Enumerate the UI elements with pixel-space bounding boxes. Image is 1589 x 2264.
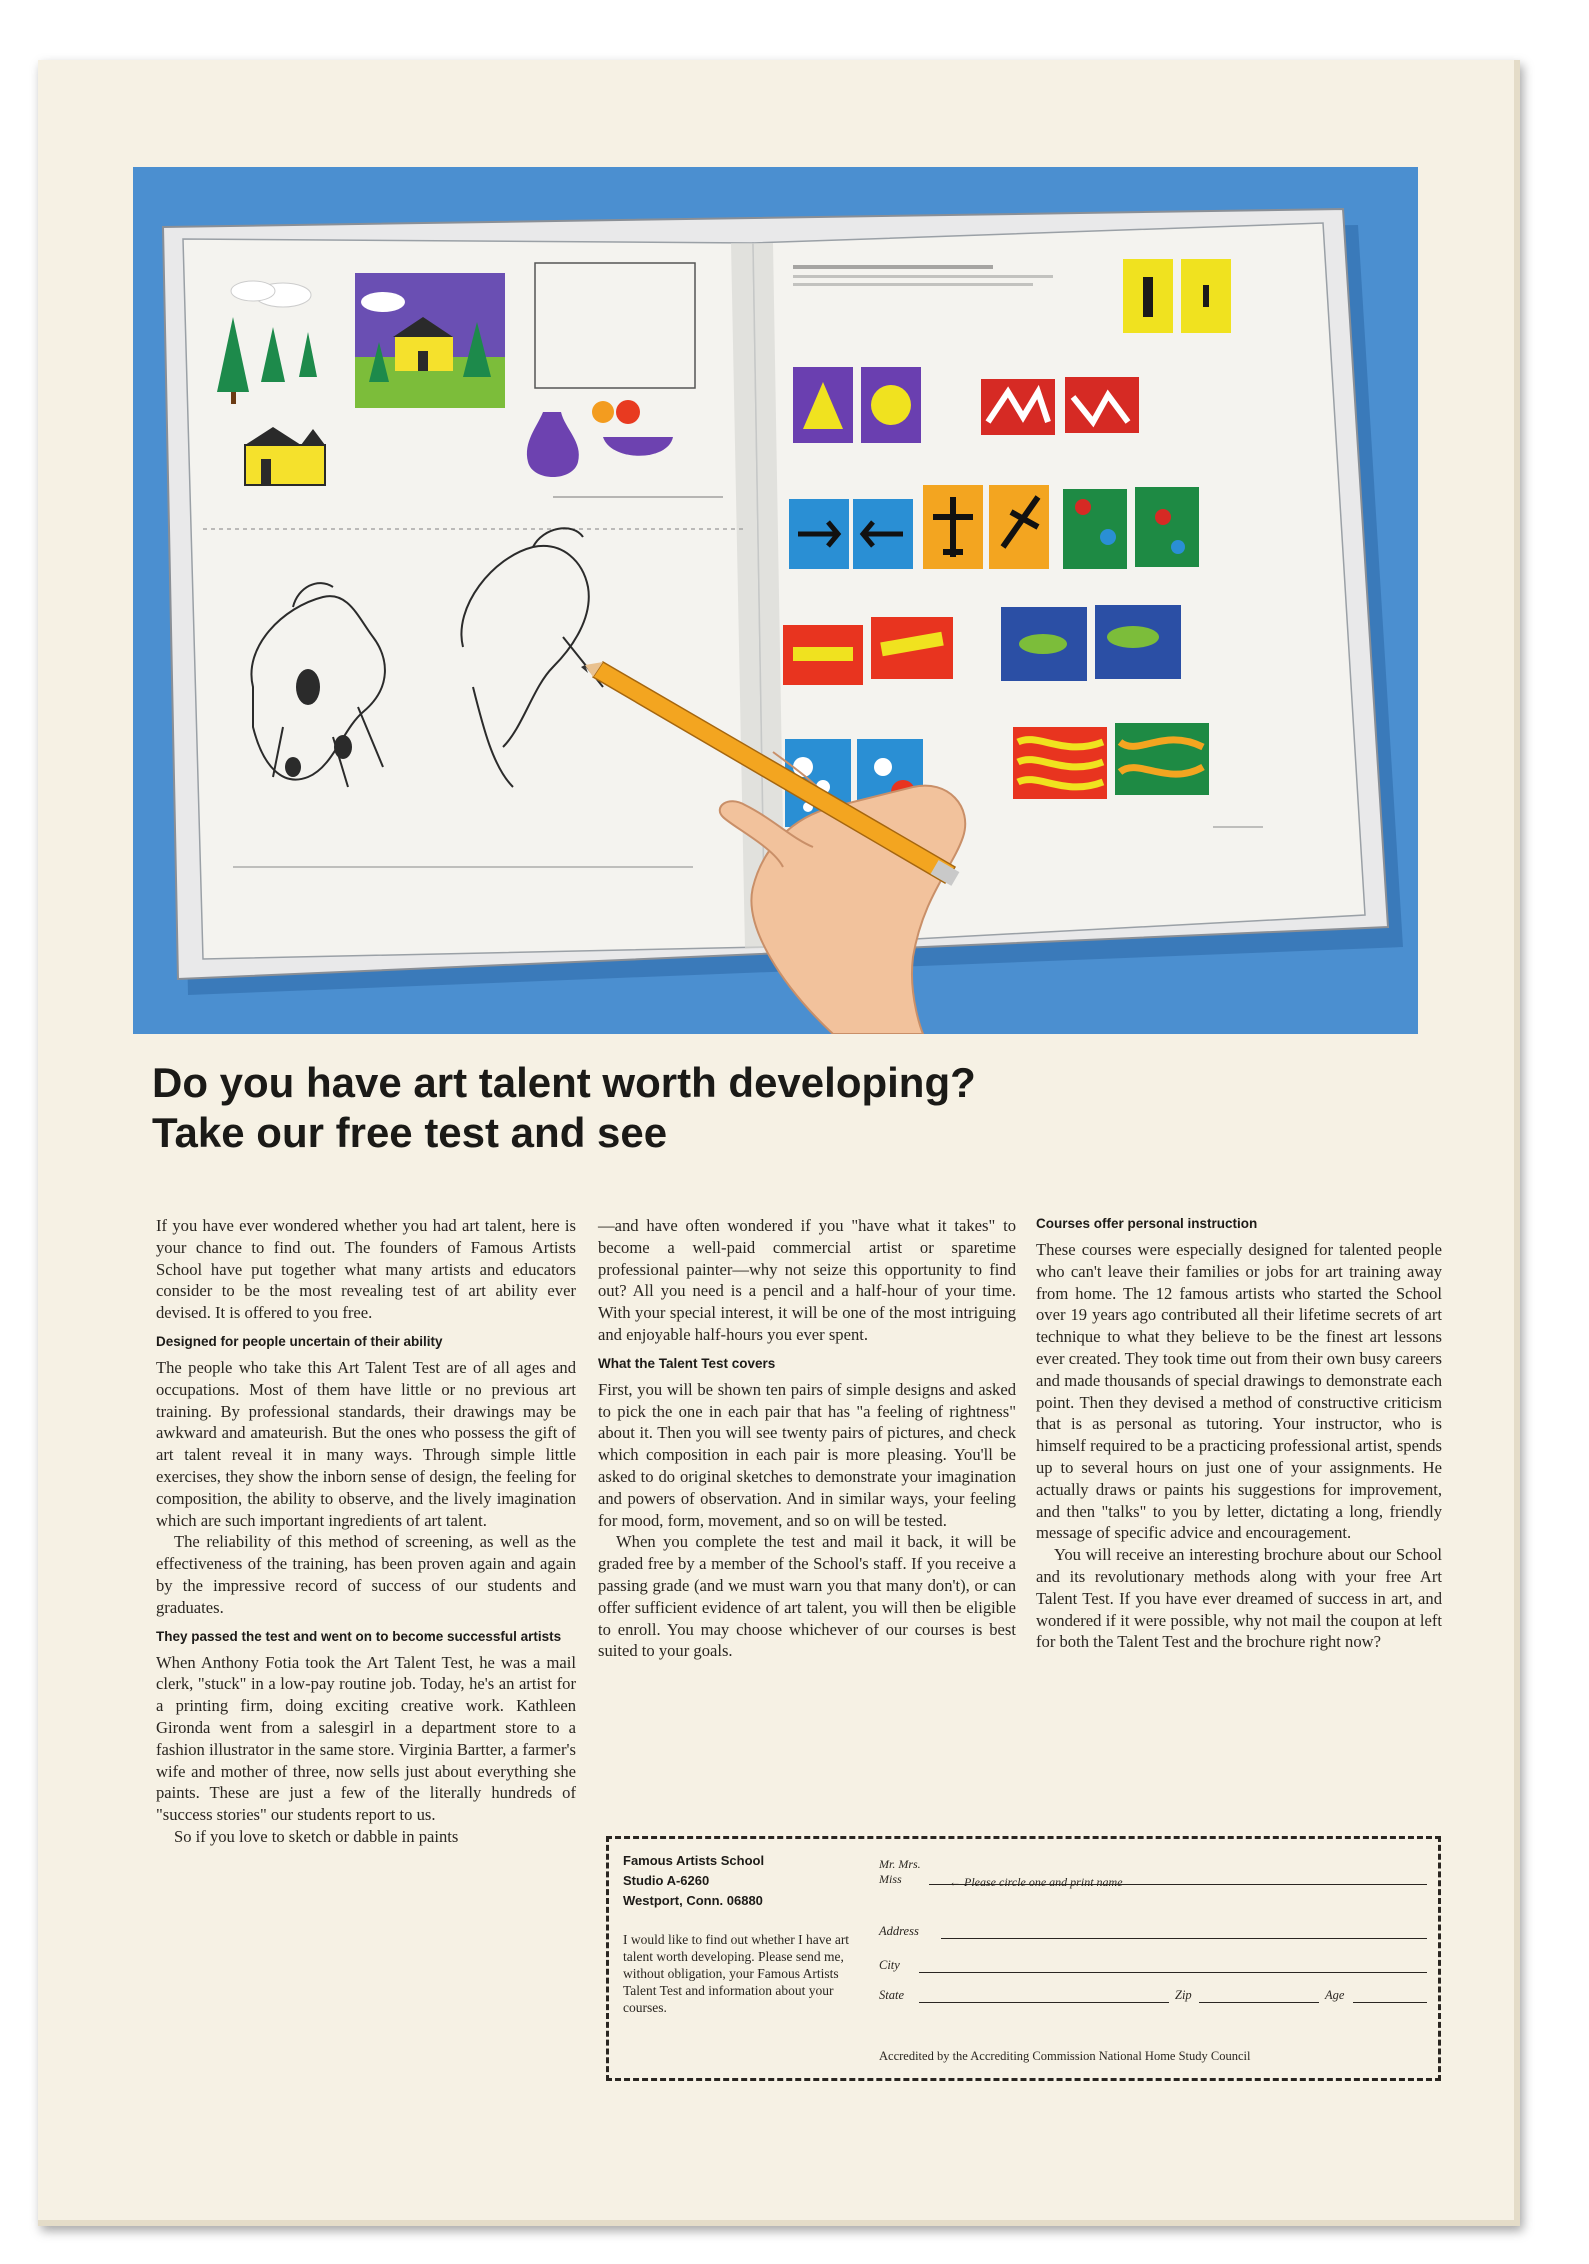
section-heading-successful: They passed the test and went on to become successful artists	[156, 1628, 562, 1644]
coupon-school-name: Famous Artists School	[623, 1853, 765, 1868]
intro-paragraph: If you have ever wondered whether you had art talent, here is your chance to find out. The founders of Famous Artists School have put together what many artists and educators consider to be the most revealing test of art ability ever devised. It is offered to you free.	[156, 1216, 576, 1323]
talent-test-illustration	[133, 167, 1418, 1034]
zip-line[interactable]	[1199, 2002, 1319, 2003]
paragraph-have-what-it-takes: —and have often wondered if you "have what it takes" to become a well-paid commercial artist or sparetime professional painter—why not seize this opportunity to find out? All you need is a pencil and a half-hour of your time. With your special interest, it will be one of the most intriguing and enjoyable half-hours you ever spent.	[598, 1216, 1016, 1344]
paragraph-courses: These courses were especially designed for talented people who can't leave their families or jobs for art training away from home. The 12 famous artists who started the School over 19 years ago contributed all their lifetime secrets of art technique to what they believe to be the finest art lessons ever created. They took time out from their own busy careers and made thousands of special drawings to demonstrate each point. Then they devised a method of constructive criticism that is as personal as tutoring. Your instructor, who is himself required to be a practicing professional artist, spends up to several hours on just one of your assignments. He actually draws or paints his suggestions for improvement, and then "talks" to you by letter, dictating a long, friendly message of specific advice and encouragement.	[1036, 1240, 1442, 1543]
zip-label: Zip	[1175, 1988, 1192, 2002]
section-heading-uncertain: Designed for people uncertain of their ability	[156, 1333, 443, 1349]
title-options[interactable]: Mr. Mrs. Miss	[879, 1857, 921, 1886]
paragraph-grading: When you complete the test and mail it back, it will be graded free by a member of the School's staff. If you receive a passing grade (and we must warn you that many don't), or can offer sufficient evidence of art talent, you will then be eligible to enroll. You may choose whichever of our courses is best suited to your goals.	[598, 1532, 1016, 1661]
city-line[interactable]	[919, 1972, 1427, 1973]
coupon-city: Westport, Conn. 06880	[623, 1893, 763, 1908]
coupon-school-address	[623, 1851, 863, 1911]
address-line[interactable]	[941, 1938, 1427, 1939]
section-heading-test-covers: What the Talent Test covers	[598, 1355, 776, 1371]
booklet-drawing	[133, 167, 1418, 1034]
paragraph-dabble: So if you love to sketch or dabble in paints	[174, 1826, 459, 1846]
coupon-fields	[879, 1855, 1427, 2009]
state-line[interactable]	[919, 2002, 1169, 2003]
address-label: Address	[879, 1924, 919, 1938]
paragraph-brochure: You will receive an interesting brochure about our School and its revolutionary methods along with your free Art Talent Test. If you have ever dreamed of success in art, and wondered if it were possible, why not mail the coupon at left for both the Talent Test and the brochure right now?	[1036, 1545, 1442, 1652]
address-field[interactable]	[879, 1911, 1427, 1945]
accreditation-note: Accredited by the Accrediting Commission National Home Study Council	[879, 2049, 1251, 2063]
paragraph-success-stories: When Anthony Fotia took the Art Talent Test, he was a mail clerk, "stuck" in a low-pay routine job. Today, he's an artist for a printing firm, doing exciting creative work. Kathleen Gironda went from a salesgirl in a department store to a fashion illustrator in the same store. Virginia Bartter, a farmer's wife and mother of three, now sells just about everything she paints. These are just a few of the literally hundreds of "success stories" our students report to us.	[156, 1652, 576, 1825]
headline-line-2: Take our free test and see	[152, 1109, 668, 1156]
column-1	[156, 1215, 576, 1848]
column-2	[598, 1215, 1016, 1662]
headline	[152, 1058, 1402, 1158]
paragraph-reliability: The reliability of this method of screening, as well as the effectiveness of the training, has been proven again and again by the impressive record of success of our students and graduates.	[156, 1532, 576, 1617]
city-label: City	[879, 1958, 900, 1972]
name-hint: ← Please circle one and print name	[949, 1875, 1123, 1889]
state-label: State	[879, 1988, 904, 2002]
coupon-request-text: I would like to find out whether I have art talent worth developing. Please send me, without obligation, your Famous Artists Talent Test and information about your courses.	[623, 1932, 850, 2015]
age-line[interactable]	[1353, 2002, 1427, 2003]
paragraph-people: The people who take this Art Talent Test are of all ages and occupations. Most of them have little or no previous art training. By professional standards, their drawings may be awkward and amateurish. But the ones who possess the gift of art talent reveal it in many ways. Through simple little exercises, they show the inborn sense of design, the feeling for composition, the ability to observe, and the lively imagination which are such important ingredients of art talent.	[156, 1357, 576, 1530]
coupon-studio: Studio A-6260	[623, 1873, 710, 1888]
name-field[interactable]	[879, 1855, 1427, 1911]
column-3	[1036, 1215, 1442, 1653]
paragraph-test-description: First, you will be shown ten pairs of simple designs and asked to pick the one in each pair that has "a feeling of rightness" about it. Then you will see twenty pairs of pictures, and check which composition in each pair is more pleasing. You'll be asked to do original sketches to demonstrate your imagination and powers of observation. And in similar ways, your feeling for mood, form, movement, and so on will be tested.	[598, 1379, 1016, 1530]
age-label: Age	[1325, 1988, 1345, 2002]
headline-line-1: Do you have art talent worth developing?	[152, 1059, 976, 1106]
state-zip-age-row	[879, 1979, 1427, 2009]
mail-in-coupon[interactable]	[606, 1836, 1441, 2081]
section-heading-courses: Courses offer personal instruction	[1036, 1216, 1258, 1231]
city-field[interactable]	[879, 1945, 1427, 1979]
